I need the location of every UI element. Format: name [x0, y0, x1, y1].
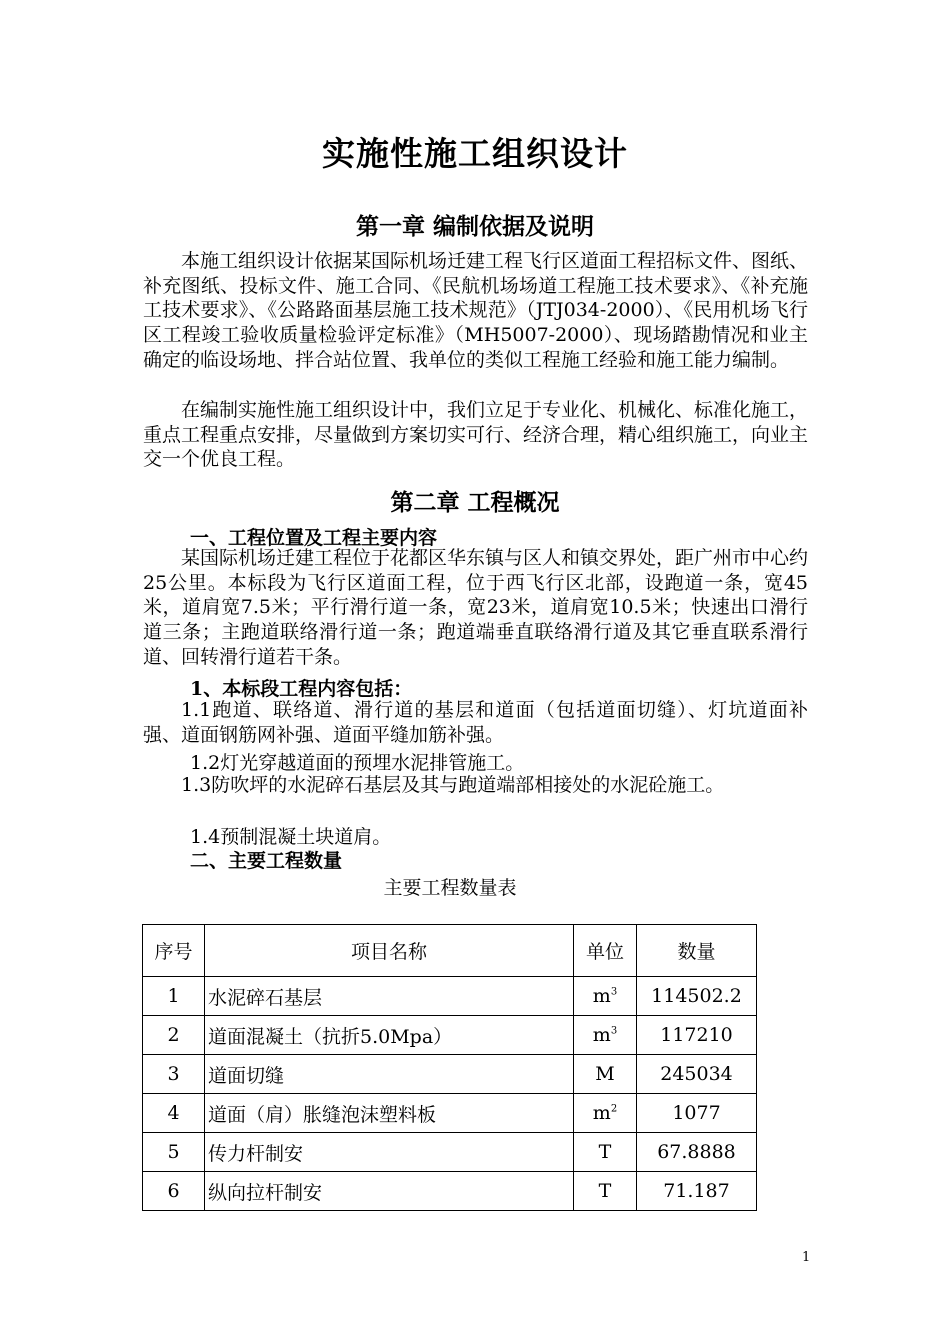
section2-heading: 二、主要工程数量	[190, 850, 343, 872]
cell-no: 5	[143, 1133, 205, 1172]
table-row	[143, 1016, 757, 1055]
item-1-1: 1.1跑道、联络道、滑行道的基层和道面（包括道面切缝）、灯坑道面补强、道面钢筋网补强、道面平缝加筋补强。	[143, 699, 808, 746]
section1-heading: 一、工程位置及工程主要内容	[190, 527, 438, 549]
chapter2-heading: 第二章 工程概况	[390, 489, 560, 516]
chapter2-paragraph-1: 某国际机场迁建工程位于花都区华东镇与区人和镇交界处，距广州市中心约25公里。本标段为飞行区道面工程，位于西飞行区北部，设跑道一条，宽45米，道肩宽7.5米；平行滑行道一条，宽23米，道肩宽10.5米；快速出口滑行道三条；主跑道联络滑行道一条；跑道端垂直联络滑行道及其它垂直联系滑行道、回转滑行道若干条。	[143, 547, 809, 668]
cell-qty: 117210	[637, 1016, 757, 1055]
cell-name: 道面切缝	[205, 1055, 574, 1094]
cell-unit: $m^2$	[574, 1094, 637, 1133]
cell-qty: 1077	[637, 1094, 757, 1133]
subsection1-heading: 1、本标段工程内容包括：	[190, 678, 413, 700]
header-qty: 数量	[637, 925, 757, 977]
cell-qty: 245034	[637, 1055, 757, 1094]
cell-qty: 71.187	[637, 1172, 757, 1211]
table-row	[143, 977, 757, 1016]
cell-name: 道面混凝土（抗折5.0Mpa）	[205, 1016, 574, 1055]
cell-qty: 114502.2	[637, 977, 757, 1016]
cell-name: 传力杆制安	[205, 1133, 574, 1172]
item-1-3: 1.3防吹坪的水泥碎石基层及其与跑道端部相接处的水泥砼施工。	[181, 774, 725, 796]
table-header-row	[143, 925, 757, 977]
cell-unit: T	[574, 1133, 637, 1172]
cell-qty: 67.8888	[637, 1133, 757, 1172]
cell-unit: $m^3$	[574, 977, 637, 1016]
header-unit: 单位	[574, 925, 637, 977]
chapter1-heading: 第一章 编制依据及说明	[355, 213, 594, 240]
cell-name: 道面（肩）胀缝泡沫塑料板	[205, 1094, 574, 1133]
chapter1-paragraph-1: 本施工组织设计依据某国际机场迁建工程飞行区道面工程招标文件、图纸、补充图纸、投标文件、施工合同、《民航机场场道工程施工技术要求》、《补充施工技术要求》、《公路路面基层施工技术规范》（JTJ034-2000）、《民用机场飞行区工程竣工验收质量检验评定标准》（MH5007-2000）、现场踏勘情况和业主确定的临设场地、拌合站位置、我单位的类似工程施工经验和施工能力编制。	[143, 250, 809, 371]
cell-no: 3	[143, 1055, 205, 1094]
table-row	[143, 1094, 757, 1133]
item-1-2: 1.2灯光穿越道面的预埋水泥排管施工。	[190, 752, 525, 774]
header-name: 项目名称	[205, 925, 574, 977]
cell-unit: T	[574, 1172, 637, 1211]
header-no: 序号	[143, 925, 205, 977]
page-number: 1	[802, 1250, 811, 1265]
table-row	[143, 1133, 757, 1172]
quantity-table	[142, 924, 757, 1211]
chapter1-paragraph-2: 在编制实施性施工组织设计中，我们立足于专业化、机械化、标准化施工，重点工程重点安排，尽量做到方案切实可行、经济合理，精心组织施工，向业主交一个优良工程。	[143, 399, 809, 471]
document-title: 实施性施工组织设计	[322, 134, 628, 173]
cell-unit: $m^3$	[574, 1016, 637, 1055]
cell-no: 4	[143, 1094, 205, 1133]
table-row	[143, 1172, 757, 1211]
table-row	[143, 1055, 757, 1094]
item-1-4: 1.4预制混凝土块道肩。	[190, 826, 392, 848]
cell-no: 2	[143, 1016, 205, 1055]
cell-no: 1	[143, 977, 205, 1016]
table-caption: 主要工程数量表	[383, 877, 517, 899]
cell-name: 水泥碎石基层	[205, 977, 574, 1016]
cell-no: 6	[143, 1172, 205, 1211]
cell-name: 纵向拉杆制安	[205, 1172, 574, 1211]
cell-unit: M	[574, 1055, 637, 1094]
